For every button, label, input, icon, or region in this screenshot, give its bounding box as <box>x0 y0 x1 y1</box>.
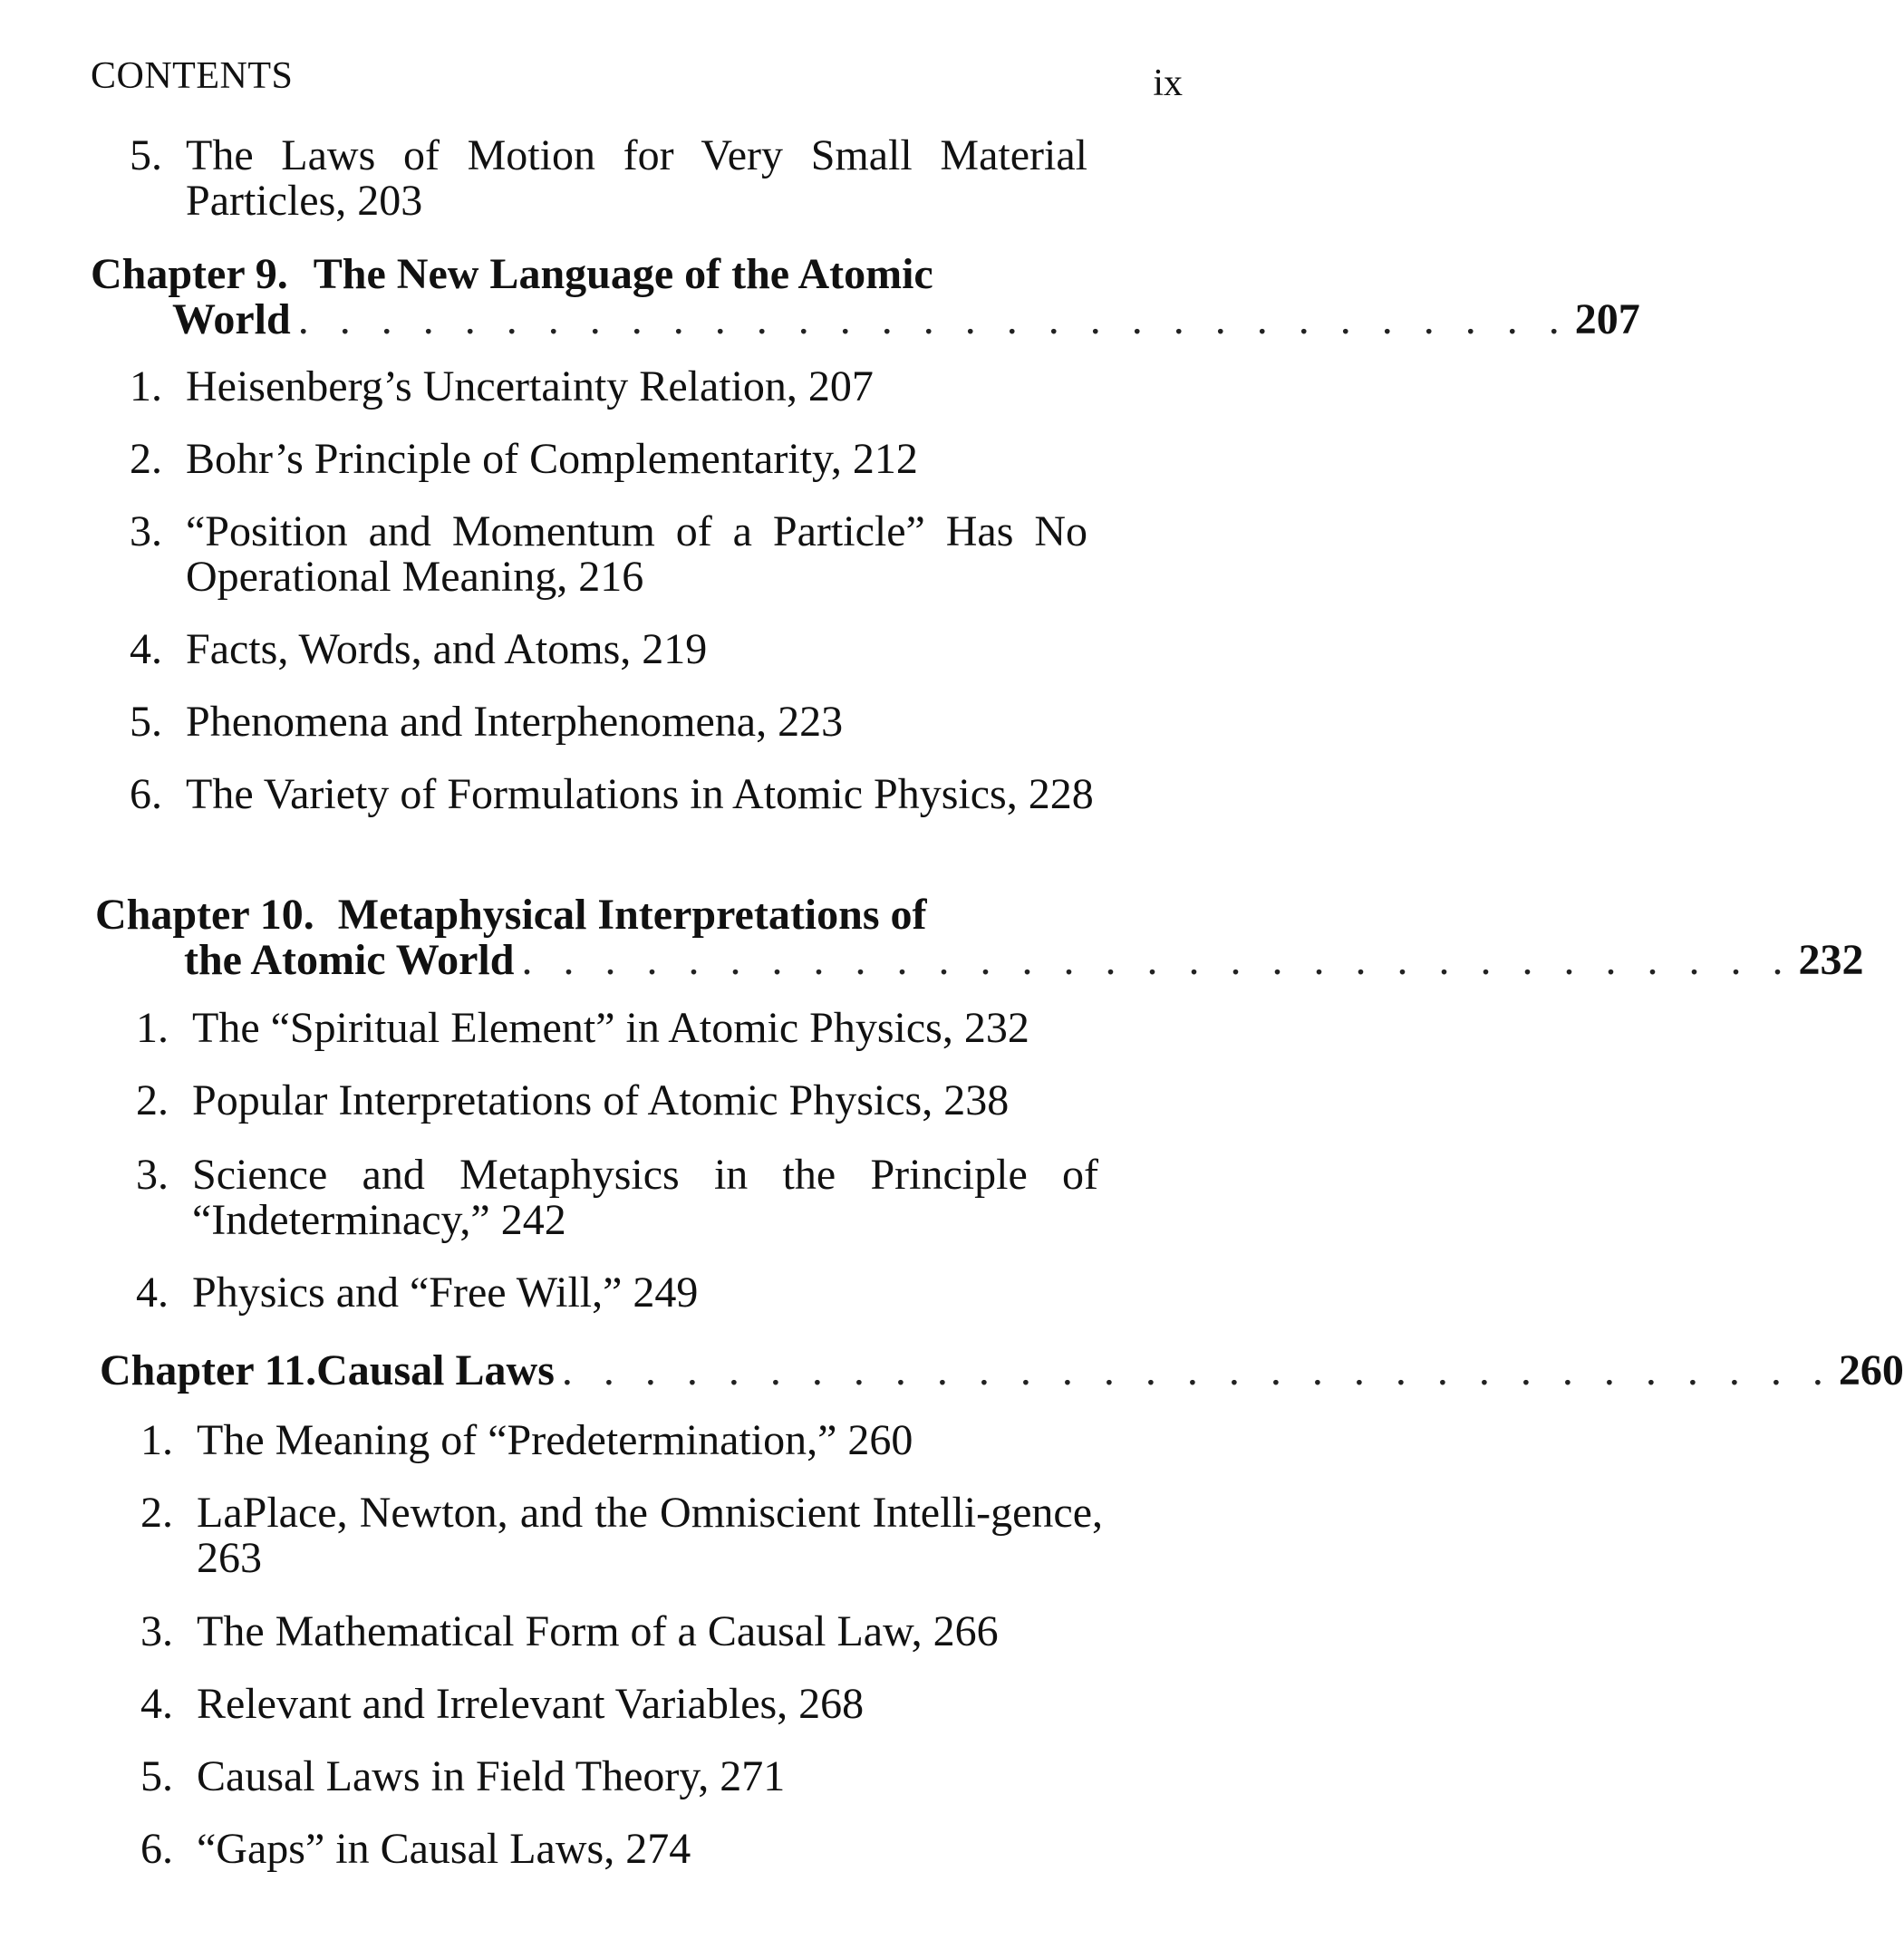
dot-leader: . . . . . . . . . . . . . . . . . . . . . . . . . . . . . . . <box>521 936 1793 984</box>
entry-number: 1. <box>136 1004 169 1052</box>
entry-text: The Mathematical Form of a Causal Law, 266 <box>197 1607 999 1655</box>
chapter-page-number: 207 <box>1574 295 1640 343</box>
entry-text: Popular Interpretations of Atomic Physics, 238 <box>192 1076 1010 1124</box>
chapter-heading <box>100 1346 1904 1395</box>
running-head <box>91 54 1183 104</box>
entry-text: Relevant and Irrelevant Variables, 268 <box>197 1680 865 1728</box>
entry-text: Facts, Words, and Atoms, 219 <box>186 625 708 673</box>
entry-text: LaPlace, Newton, and the Omniscient Intelli-gence, 263 <box>197 1489 1103 1582</box>
chapter-heading <box>91 250 1640 343</box>
entry-text: The Laws of Motion for Very Small Material Particles, 203 <box>186 131 1087 225</box>
entry-number: 2. <box>136 1076 169 1124</box>
chapter-page-number: 260 <box>1838 1346 1904 1394</box>
entry-number: 4. <box>140 1680 173 1728</box>
entry-number: 4. <box>136 1269 169 1317</box>
entry-number: 6. <box>140 1825 173 1873</box>
entry-number: 5. <box>130 698 162 746</box>
chapter-title: Metaphysical Interpretations of <box>337 891 927 939</box>
chapter-title: Causal Laws <box>316 1346 555 1394</box>
entry-text: Physics and “Free Will,” 249 <box>192 1269 699 1317</box>
chapter-heading <box>95 891 1864 984</box>
dot-leader: . . . . . . . . . . . . . . . . . . . . . . . . . . . . . . . <box>561 1346 1833 1394</box>
chapter-title: The New Language of the Atomic <box>313 250 933 298</box>
entry-text: “Position and Momentum of a Particle” Has No Operational Meaning, 216 <box>186 507 1087 601</box>
entry-number: 6. <box>130 770 162 818</box>
running-head-title: CONTENTS <box>91 55 294 97</box>
entry-number: 3. <box>130 507 162 555</box>
chapter-label: Chapter 10. <box>95 891 314 939</box>
entry-text: Phenomena and Interphenomena, 223 <box>186 698 844 746</box>
entry-number: 3. <box>136 1151 169 1199</box>
entry-text: “Gaps” in Causal Laws, 274 <box>197 1825 691 1873</box>
entry-number: 3. <box>140 1607 173 1655</box>
entry-number: 2. <box>140 1489 173 1537</box>
entry-number: 5. <box>130 131 162 179</box>
entry-text: The Meaning of “Predetermination,” 260 <box>197 1416 913 1464</box>
entry-number: 1. <box>140 1416 173 1464</box>
chapter-page-number: 232 <box>1798 936 1864 984</box>
entry-text: Science and Metaphysics in the Principle of “Indeterminacy,” 242 <box>192 1151 1098 1244</box>
entry-text: The “Spiritual Element” in Atomic Physics, 232 <box>192 1004 1029 1052</box>
entry-text: Heisenberg’s Uncertainty Relation, 207 <box>186 362 874 410</box>
entry-number: 2. <box>130 435 162 483</box>
entry-number: 1. <box>130 362 162 410</box>
entry-number: 4. <box>130 625 162 673</box>
entry-text: The Variety of Formulations in Atomic Physics, 228 <box>186 770 1094 818</box>
entry-text: Bohr’s Principle of Complementarity, 212 <box>186 435 918 483</box>
dot-leader: . . . . . . . . . . . . . . . . . . . . . . . . . . . . . . . <box>297 295 1570 343</box>
page-folio: ix <box>1153 63 1183 104</box>
chapter-title-continued: World <box>172 295 291 343</box>
chapter-label: Chapter 9. <box>91 250 288 298</box>
chapter-label: Chapter 11. <box>100 1346 317 1394</box>
entry-number: 5. <box>140 1752 173 1800</box>
chapter-title-continued: the Atomic World <box>184 936 515 984</box>
entry-text: Causal Laws in Field Theory, 271 <box>197 1752 786 1800</box>
